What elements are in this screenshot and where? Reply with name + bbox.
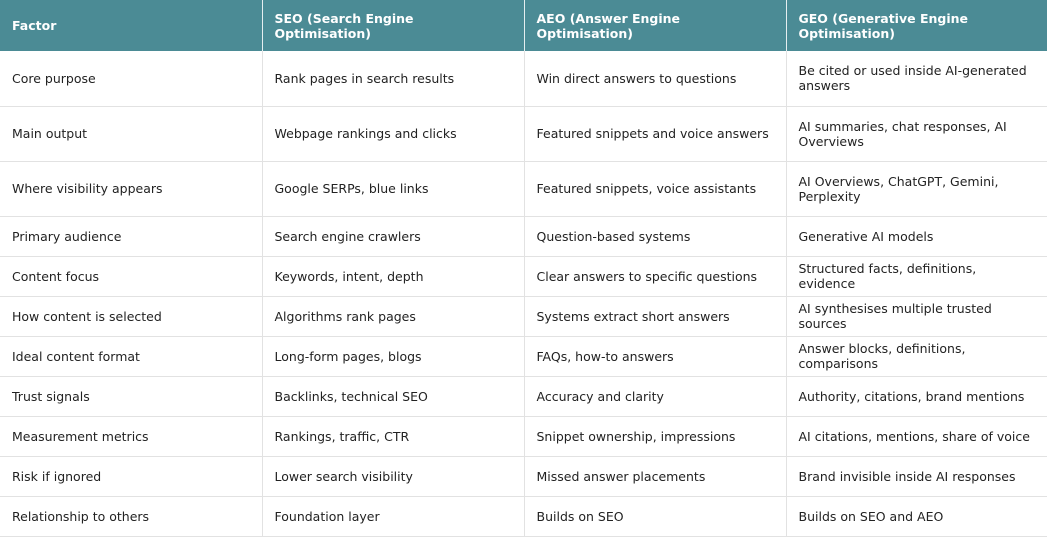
table-row	[0, 456, 1047, 496]
cell-seo: Keywords, intent, depth	[262, 256, 524, 296]
cell-factor: How content is selected	[0, 296, 262, 336]
cell-aeo: Systems extract short answers	[524, 296, 786, 336]
cell-geo: Brand invisible inside AI responses	[786, 456, 1047, 496]
table-row	[0, 416, 1047, 456]
cell-geo: Structured facts, definitions, evidence	[786, 256, 1047, 296]
table-row	[0, 216, 1047, 256]
header-geo: GEO (Generative Engine Optimisation)	[786, 0, 1047, 51]
cell-aeo: FAQs, how-to answers	[524, 336, 786, 376]
cell-factor: Relationship to others	[0, 496, 262, 536]
cell-aeo: Builds on SEO	[524, 496, 786, 536]
cell-aeo: Accuracy and clarity	[524, 376, 786, 416]
cell-aeo: Clear answers to specific questions	[524, 256, 786, 296]
cell-factor: Measurement metrics	[0, 416, 262, 456]
header-row	[0, 0, 1047, 51]
cell-seo: Lower search visibility	[262, 456, 524, 496]
cell-aeo: Win direct answers to questions	[524, 51, 786, 106]
table-row	[0, 161, 1047, 216]
cell-factor: Trust signals	[0, 376, 262, 416]
cell-aeo: Featured snippets and voice answers	[524, 106, 786, 161]
table-row	[0, 336, 1047, 376]
table-row	[0, 106, 1047, 161]
table-row	[0, 296, 1047, 336]
cell-aeo: Snippet ownership, impressions	[524, 416, 786, 456]
cell-factor: Content focus	[0, 256, 262, 296]
cell-seo: Rank pages in search results	[262, 51, 524, 106]
cell-geo: AI summaries, chat responses, AI Overviews	[786, 106, 1047, 161]
cell-geo: Be cited or used inside AI-generated answers	[786, 51, 1047, 106]
cell-geo: AI citations, mentions, share of voice	[786, 416, 1047, 456]
cell-geo: Builds on SEO and AEO	[786, 496, 1047, 536]
cell-geo: Authority, citations, brand mentions	[786, 376, 1047, 416]
table-row	[0, 256, 1047, 296]
cell-seo: Google SERPs, blue links	[262, 161, 524, 216]
cell-factor: Ideal content format	[0, 336, 262, 376]
cell-seo: Rankings, traffic, CTR	[262, 416, 524, 456]
cell-seo: Search engine crawlers	[262, 216, 524, 256]
cell-geo: AI Overviews, ChatGPT, Gemini, Perplexity	[786, 161, 1047, 216]
cell-seo: Foundation layer	[262, 496, 524, 536]
cell-aeo: Featured snippets, voice assistants	[524, 161, 786, 216]
header-factor: Factor	[0, 0, 262, 51]
table-row	[0, 376, 1047, 416]
cell-factor: Core purpose	[0, 51, 262, 106]
cell-seo: Long-form pages, blogs	[262, 336, 524, 376]
cell-seo: Backlinks, technical SEO	[262, 376, 524, 416]
cell-aeo: Question-based systems	[524, 216, 786, 256]
table-row	[0, 496, 1047, 536]
cell-factor: Primary audience	[0, 216, 262, 256]
cell-seo: Algorithms rank pages	[262, 296, 524, 336]
cell-geo: Generative AI models	[786, 216, 1047, 256]
cell-seo: Webpage rankings and clicks	[262, 106, 524, 161]
cell-geo: Answer blocks, definitions, comparisons	[786, 336, 1047, 376]
cell-geo: AI synthesises multiple trusted sources	[786, 296, 1047, 336]
cell-factor: Where visibility appears	[0, 161, 262, 216]
cell-factor: Risk if ignored	[0, 456, 262, 496]
header-seo: SEO (Search Engine Optimisation)	[262, 0, 524, 51]
cell-factor: Main output	[0, 106, 262, 161]
table-row	[0, 51, 1047, 106]
header-aeo: AEO (Answer Engine Optimisation)	[524, 0, 786, 51]
cell-aeo: Missed answer placements	[524, 456, 786, 496]
